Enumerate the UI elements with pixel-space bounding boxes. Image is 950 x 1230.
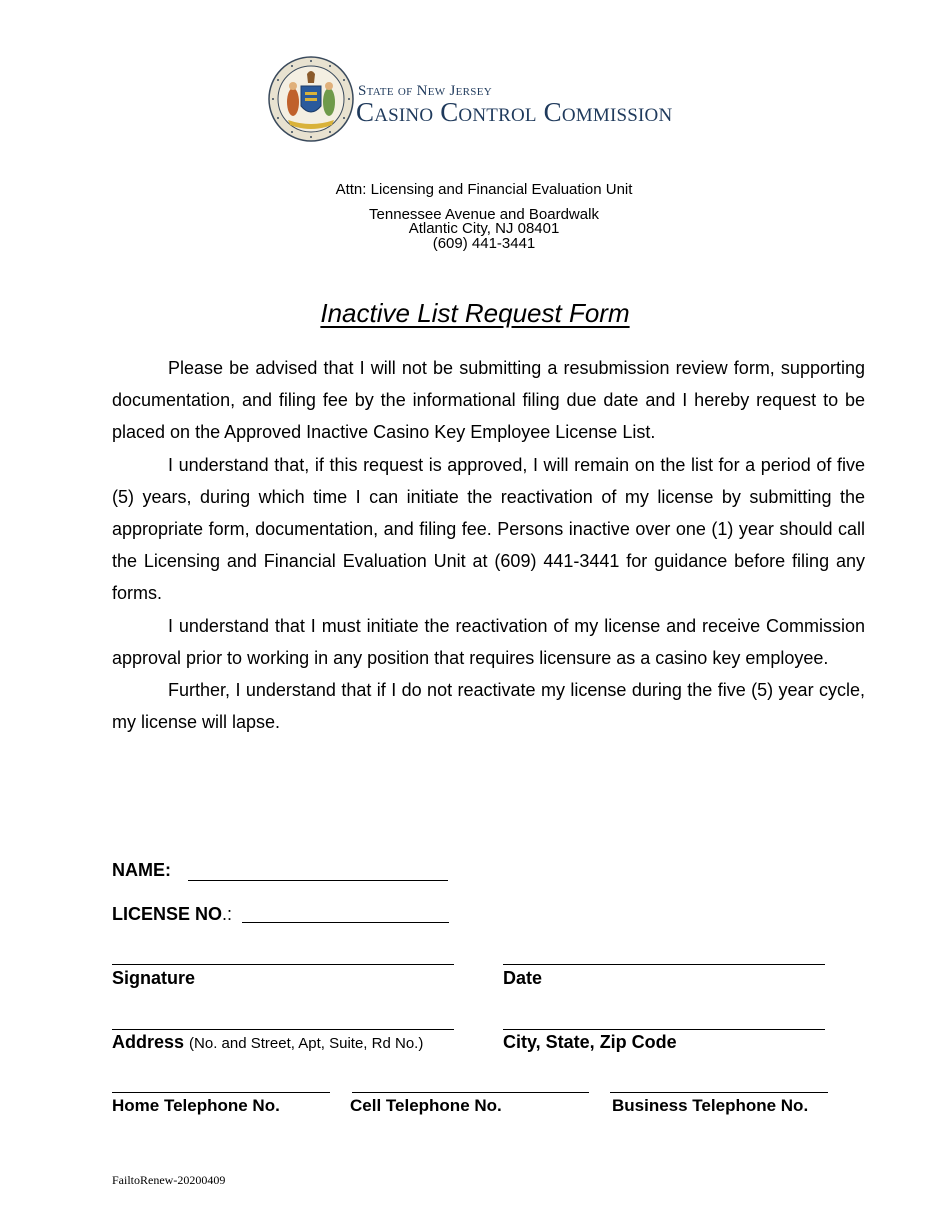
signature-field[interactable] (112, 964, 454, 965)
cell-phone-label: Cell Telephone No. (350, 1096, 502, 1115)
paragraph: Further, I understand that if I do not reactivate my license during the five (5) year cycle, my license will lapse. (112, 680, 865, 733)
name-label: NAME: (112, 860, 171, 880)
license-label (112, 904, 232, 925)
address-label (112, 1032, 423, 1053)
agency-name: Casino Control Commission (356, 97, 673, 127)
address-city: Atlantic City, NJ 08401 (408, 220, 560, 237)
city-state-zip-label: City, State, Zip Code (503, 1032, 677, 1052)
date-label: Date (503, 968, 543, 988)
license-label-text: LICENSE NO (112, 904, 223, 924)
address-field[interactable] (112, 1029, 454, 1030)
business-phone-field[interactable] (610, 1092, 828, 1093)
home-phone-field[interactable] (112, 1092, 330, 1093)
form-code: FailtoRenew-20200409 (112, 1173, 226, 1187)
form-title: Inactive List Request Form (320, 298, 630, 328)
business-phone-label: Business Telephone No. (612, 1096, 809, 1115)
attention-line: Attn: Licensing and Financial Evaluation Unit (335, 181, 633, 198)
signature-label: Signature (112, 968, 196, 988)
license-label-suffix: .: (222, 904, 233, 924)
home-phone-label: Home Telephone No. (112, 1096, 280, 1115)
form-body (112, 352, 865, 738)
nj-state-seal-icon (268, 56, 354, 142)
address-note: (No. and Street, Apt, Suite, Rd No.) (189, 1035, 424, 1052)
date-field[interactable] (503, 964, 825, 965)
paragraph: I understand that I must initiate the reactivation of my license and receive Commission approval prior to working in any position that requires licensure as a casino key employee. (112, 615, 865, 668)
city-state-zip-field[interactable] (503, 1029, 825, 1030)
paragraph: Please be advised that I will not be submitting a resubmission review form, supporting documentation, and filing fee by the informational filing due date and I hereby request to be placed on the Approved Inactive Casino Key Employee License List. (112, 358, 865, 443)
address-phone: (609) 441-3441 (432, 235, 536, 252)
cell-phone-field[interactable] (352, 1092, 589, 1093)
address-label-text: Address (112, 1032, 185, 1052)
license-number-field[interactable] (242, 922, 449, 923)
agency-subtitle: State of New Jersey (358, 83, 492, 99)
paragraph: I understand that, if this request is approved, I will remain on the list for a period of five (5) years, during which time I can initiate the reactivation of my license by submitting the appropriate form, documentation, and filing fee. Persons inactive over one (1) year should call the Licensing and Financial Evaluation Unit at (609) 441-3441 for guidance before filing any forms. (112, 454, 865, 604)
address-street: Tennessee Avenue and Boardwalk (369, 206, 599, 223)
name-field[interactable] (188, 880, 448, 881)
